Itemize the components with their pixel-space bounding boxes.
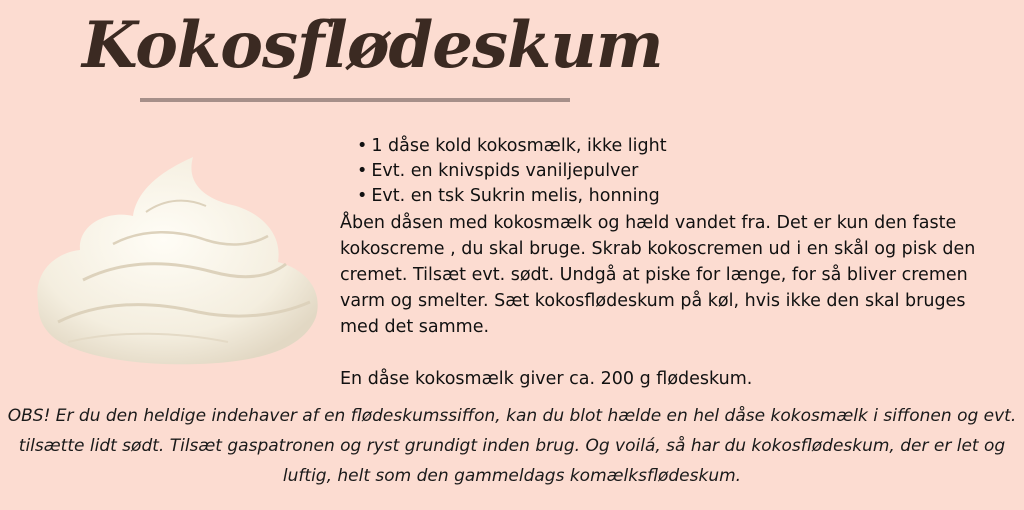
yield-text: En dåse kokosmælk giver ca. 200 g flødeskum. — [340, 369, 753, 389]
ingredient-item: • Evt. en tsk Sukrin melis, honning — [357, 184, 667, 209]
instructions-text: Åben dåsen med kokosmælk og hæld vandet fra. Det er kun den faste kokoscreme , du skal bruge. Skrab kokoscremen ud i en skål og pisk den cremet. Tilsæt evt. sødt. Undgå at piske for længe, for så bliver cremen varm og smelter. Sæt kokosflødeskum på køl, hvis ikke den skal bruges med det samme. — [340, 213, 976, 337]
ingredient-item: • 1 dåse kold kokosmælk, ikke light — [357, 134, 667, 159]
title-underline — [140, 98, 570, 102]
whipped-cream-image — [28, 152, 328, 367]
note-text: OBS! Er du den heldige indehaver af en flødeskumssiffon, kan du blot hælde en hel dåse kokosmælk i siffonen og evt. tilsætte lidt sødt. Tilsæt gaspatronen og ryst grundigt inden brug. Og voilá, så har du kokosflødeskum, der er let og luftig, helt som den gammeldags komælksflødeskum. — [7, 406, 1017, 486]
ingredient-item: • Evt. en knivspids vaniljepulver — [357, 159, 667, 184]
ingredient-list — [357, 134, 667, 209]
page-title: Kokosflødeskum — [82, 8, 663, 83]
